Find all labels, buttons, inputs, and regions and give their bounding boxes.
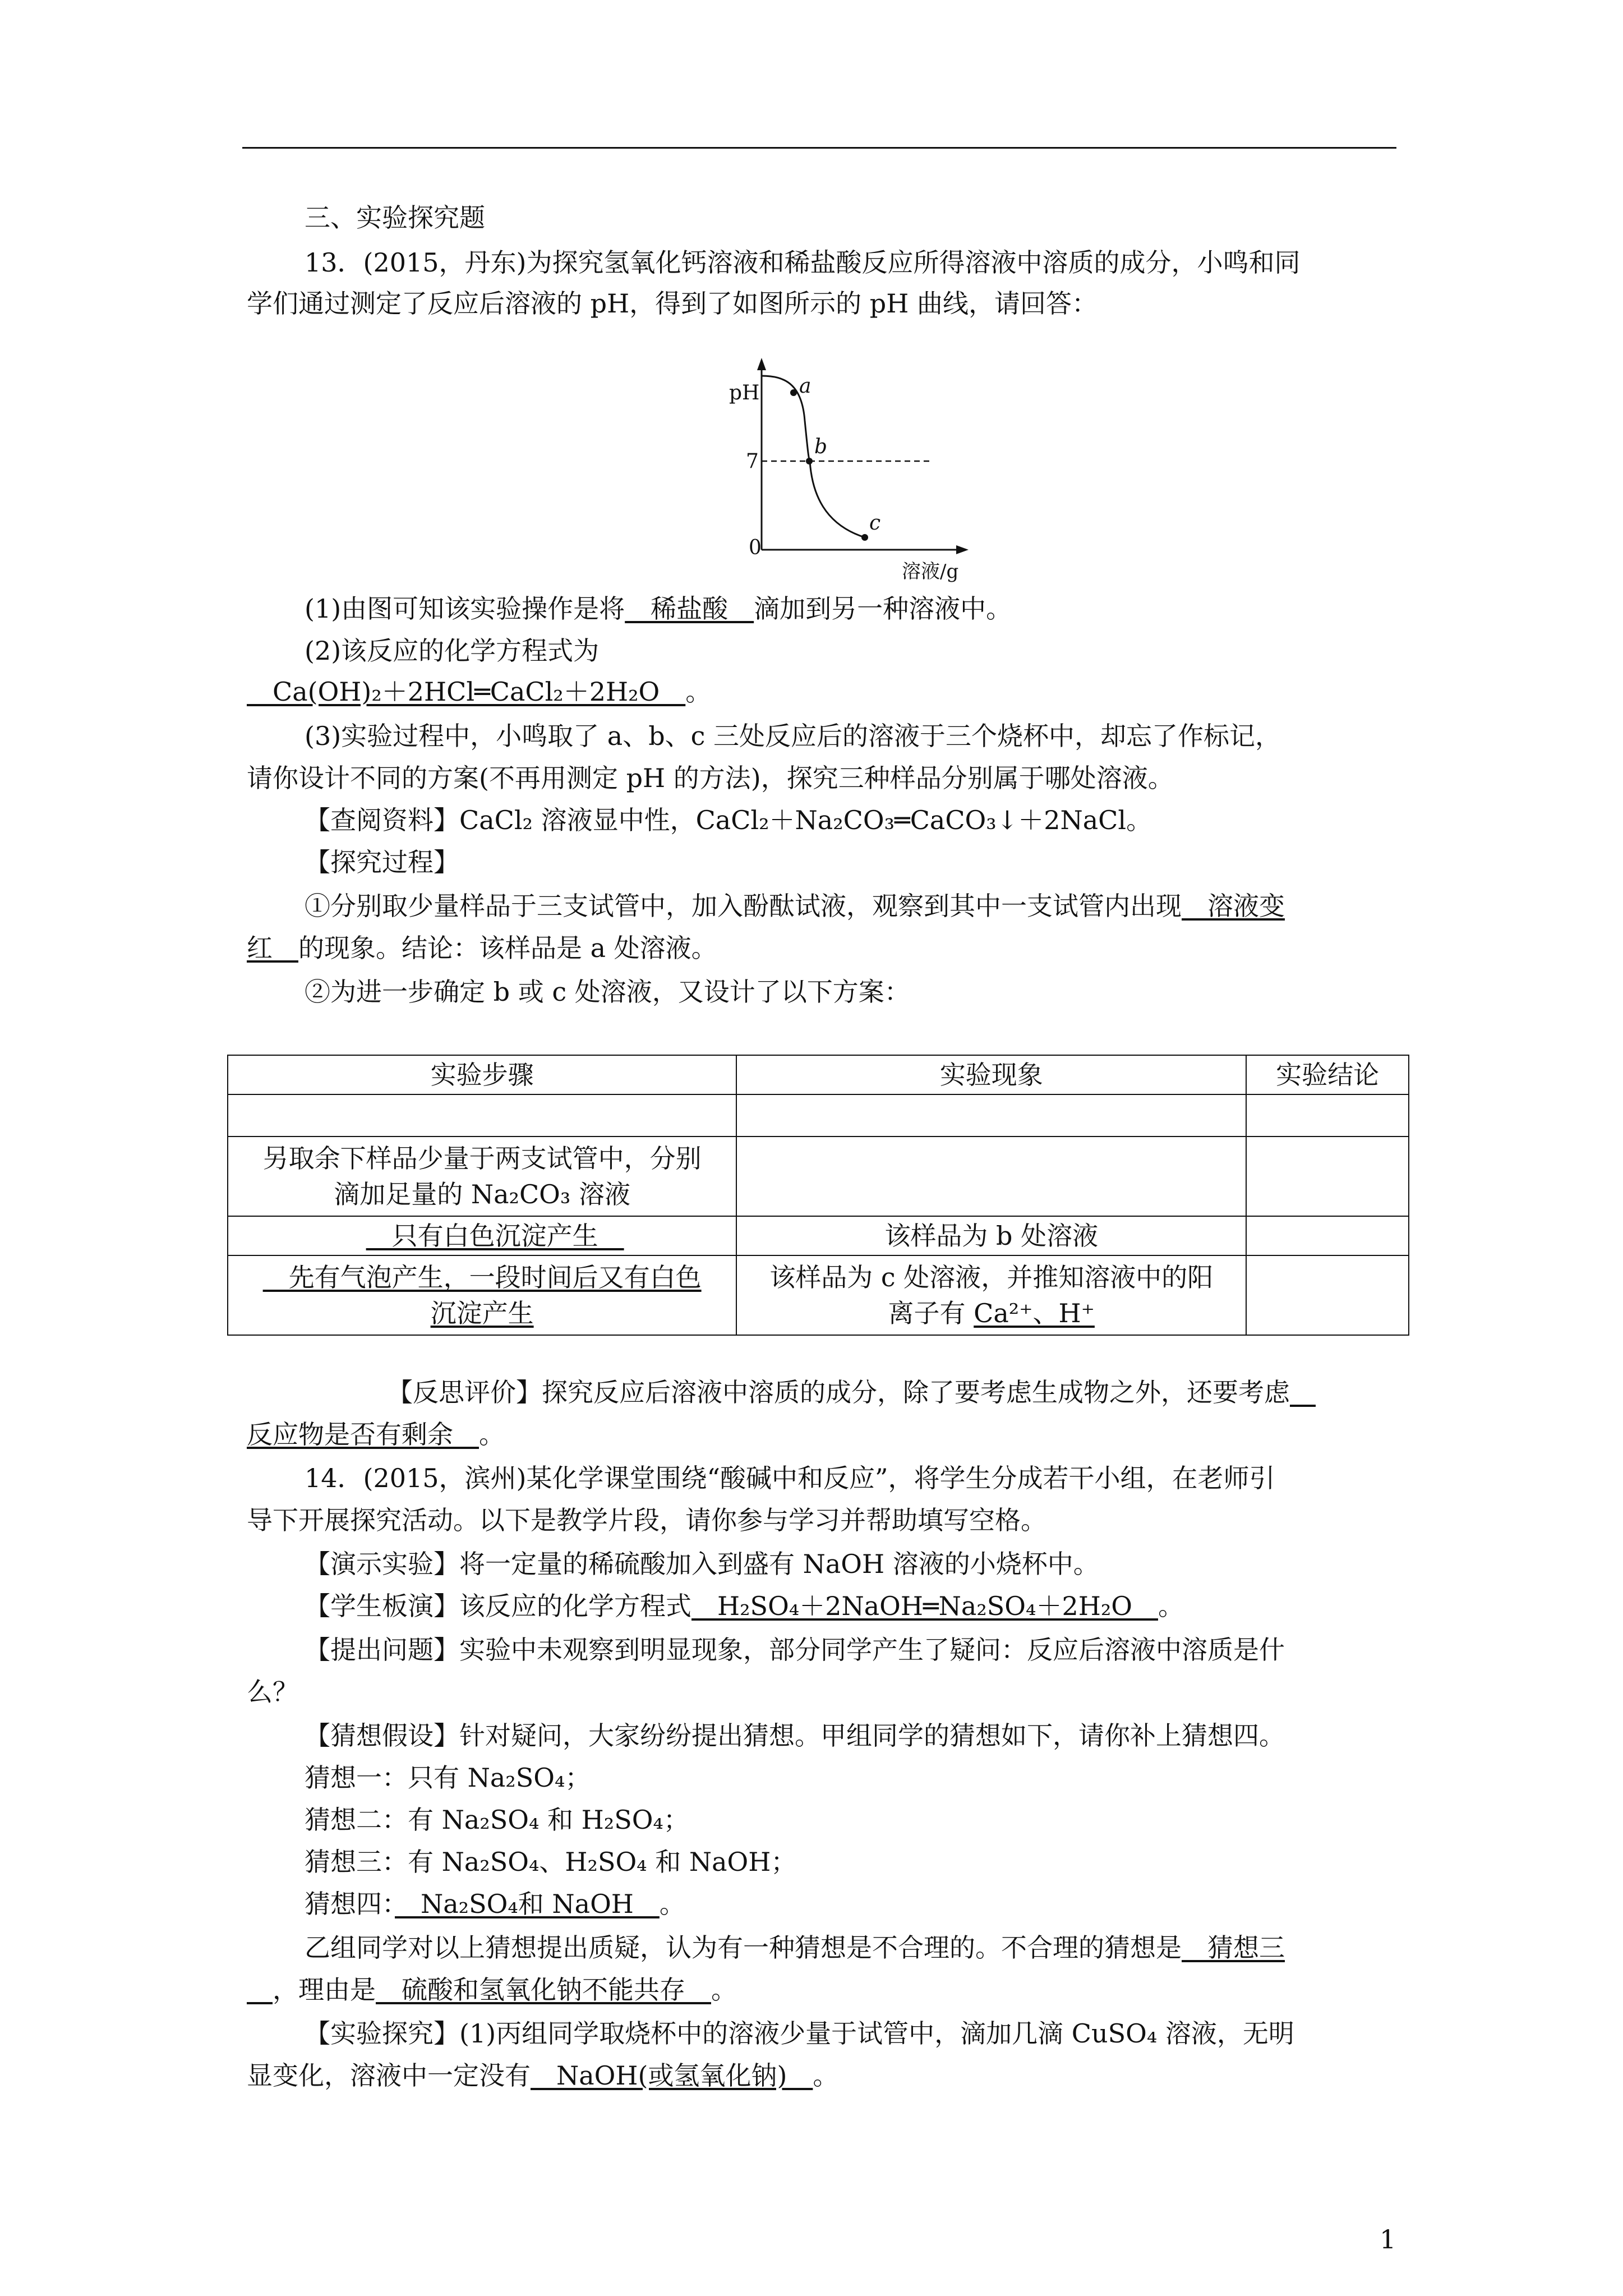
point-b bbox=[806, 458, 813, 464]
answer-blank bbox=[1290, 1377, 1316, 1407]
header-rule bbox=[242, 147, 1396, 149]
x-axis-arrow bbox=[956, 545, 969, 554]
point-a-label: a bbox=[799, 375, 811, 398]
table-cell bbox=[1246, 1137, 1409, 1216]
table-header-cell: 实验现象 bbox=[736, 1055, 1246, 1094]
table-cell bbox=[1246, 1216, 1409, 1255]
section-title: 三、实验探究题 bbox=[305, 203, 485, 233]
q13-reference: 【查阅资料】CaCl₂ 溶液显中性，CaCl₂＋Na₂CO₃═CaCO₃↓＋2NaCl。 bbox=[305, 805, 1152, 835]
point-c bbox=[861, 534, 868, 541]
table-cell: 另取余下样品少量于两支试管中，分别滴加足量的 Na₂CO₃ 溶液 bbox=[228, 1137, 736, 1216]
q14-guess-4: 猜想四： Na₂SO₄和 NaOH 。 bbox=[305, 1889, 685, 1919]
answer-blank: Ca(OH)₂＋2HCl═CaCl₂＋2H₂O bbox=[247, 677, 686, 707]
table-cell: 该样品为 c 处溶液，并推知溶液中的阳 离子有 Ca²⁺、H⁺ bbox=[736, 1255, 1246, 1335]
table-row bbox=[228, 1137, 1409, 1216]
table-header-cell: 实验结论 bbox=[1246, 1055, 1409, 1094]
experiment-table bbox=[227, 1055, 1409, 1336]
answer-blank: 反应物是否有剩余 bbox=[247, 1419, 479, 1450]
q14-question-b: 么？ bbox=[247, 1677, 298, 1707]
table-cell bbox=[228, 1216, 736, 1255]
answer-blank: 先有气泡产生，一段时间后又有白色沉淀产生 bbox=[262, 1262, 702, 1328]
origin-label: 0 bbox=[749, 536, 762, 559]
q13-step-1-a: ①分别取少量样品于三支试管中，加入酚酞试液，观察到其中一支试管内出现 溶液变 bbox=[305, 891, 1285, 921]
table-cell bbox=[1246, 1094, 1409, 1137]
q13-part-3-a: (3)实验过程中，小鸣取了 a、b、c 三处反应后的溶液于三个烧杯中，却忘了作标记， bbox=[305, 721, 1281, 751]
q13-line-1: 13．(2015，丹东)为探究氢氧化钙溶液和稀盐酸反应所得溶液中溶质的成分，小鸣和同 bbox=[305, 247, 1301, 278]
answer-blank: H₂SO₄＋2NaOH═Na₂SO₄＋2H₂O bbox=[691, 1591, 1158, 1621]
table-row bbox=[228, 1216, 1409, 1255]
answer-blank: 红 bbox=[247, 933, 298, 963]
q14-experiment-b: 显变化，溶液中一定没有 NaOH(或氢氧化钠) 。 bbox=[247, 2060, 839, 2091]
q14-objection: 乙组同学对以上猜想提出质疑，认为有一种猜想是不合理的。不合理的猜想是 猜想三 bbox=[305, 1932, 1285, 1963]
y-axis-label: pH bbox=[729, 381, 760, 404]
answer-blank: 只有白色沉淀产生 bbox=[366, 1221, 624, 1251]
answer-blank bbox=[247, 1975, 273, 2005]
q13-reflection-answer: 反应物是否有剩余 。 bbox=[247, 1419, 505, 1450]
q13-reflection: 【反思评价】探究反应后溶液中溶质的成分，除了要考虑生成物之外，还要考虑 bbox=[387, 1375, 1316, 1409]
q13-part-2-answer: Ca(OH)₂＋2HCl═CaCl₂＋2H₂O 。 bbox=[247, 677, 712, 707]
reference-tick-label: 7 bbox=[746, 450, 759, 473]
answer-blank: NaOH(或氢氧化钠) bbox=[531, 2060, 813, 2091]
answer-blank: 硫酸和氢氧化钠不能共存 bbox=[376, 1975, 711, 2005]
table-cell bbox=[228, 1094, 736, 1137]
q14-board: 【学生板演】该反应的化学方程式 H₂SO₄＋2NaOH═Na₂SO₄＋2H₂O 。 bbox=[305, 1591, 1184, 1621]
q14-hypothesis: 【猜想假设】针对疑问，大家纷纷提出猜想。甲组同学的猜想如下，请你补上猜想四。 bbox=[305, 1720, 1285, 1751]
q14-line-1: 14．(2015，滨州)某化学课堂围绕“酸碱中和反应”，将学生分成若干小组，在老师引 bbox=[305, 1463, 1275, 1493]
page-number: 1 bbox=[1380, 2224, 1396, 2254]
table-cell bbox=[1246, 1255, 1409, 1335]
answer-blank: Ca²⁺、H⁺ bbox=[974, 1298, 1095, 1328]
point-b-label: b bbox=[814, 435, 828, 458]
q14-line-2: 导下开展探究活动。以下是教学片段，请你参与学习并帮助填写空格。 bbox=[247, 1505, 1046, 1535]
table-header-cell: 实验步骤 bbox=[228, 1055, 736, 1094]
q14-demo: 【演示实验】将一定量的稀硫酸加入到盛有 NaOH 溶液的小烧杯中。 bbox=[305, 1549, 1099, 1579]
table-cell: 该样品为 b 处溶液 bbox=[736, 1216, 1246, 1255]
q13-process-heading: 【探究过程】 bbox=[305, 847, 459, 877]
answer-blank: 猜想三 bbox=[1182, 1932, 1285, 1963]
q14-question-a: 【提出问题】实验中未观察到明显现象，部分同学产生了疑问：反应后溶液中溶质是什 bbox=[305, 1635, 1285, 1665]
y-axis-arrow bbox=[757, 358, 766, 370]
q13-part-3-b: 请你设计不同的方案(不再用测定 pH 的方法)，探究三种样品分别属于哪处溶液。 bbox=[247, 763, 1174, 793]
q13-part-2: (2)该反应的化学方程式为 bbox=[305, 636, 600, 666]
q13-step-1-b: 红 的现象。结论：该样品是 a 处溶液。 bbox=[247, 933, 717, 963]
table-row bbox=[228, 1094, 1409, 1137]
q13-line-2: 学们通过测定了反应后溶液的 pH，得到了如图所示的 pH 曲线，请回答： bbox=[247, 288, 1098, 319]
ph-curve bbox=[762, 376, 865, 537]
q13-part-1: (1)由图可知该实验操作是将 稀盐酸 滴加到另一种溶液中。 bbox=[305, 593, 1012, 624]
q14-guess-1: 猜想一：只有 Na₂SO₄； bbox=[305, 1763, 591, 1793]
answer-blank: 溶液变 bbox=[1182, 891, 1285, 921]
q14-experiment-a: 【实验探究】(1)丙组同学取烧杯中的溶液少量于试管中，滴加几滴 CuSO₄ 溶液，无明 bbox=[305, 2018, 1294, 2049]
table-cell bbox=[736, 1094, 1246, 1137]
table-row bbox=[228, 1255, 1409, 1335]
table-header-row bbox=[228, 1055, 1409, 1094]
q14-objection-reason: ，理由是 硫酸和氢氧化钠不能共存 。 bbox=[247, 1973, 737, 2007]
point-a bbox=[790, 389, 797, 396]
x-axis-label: 溶液/g bbox=[902, 560, 959, 583]
point-c-label: c bbox=[869, 512, 881, 535]
table-cell bbox=[228, 1255, 736, 1335]
q14-guess-2: 猜想二：有 Na₂SO₄ 和 H₂SO₄； bbox=[305, 1805, 689, 1835]
q14-guess-3: 猜想三：有 Na₂SO₄、H₂SO₄ 和 NaOH； bbox=[305, 1847, 797, 1877]
ph-curve-chart bbox=[690, 353, 981, 583]
answer-blank: 稀盐酸 bbox=[625, 593, 754, 624]
answer-blank: Na₂SO₄和 NaOH bbox=[395, 1889, 660, 1919]
q13-step-2: ②为进一步确定 b 或 c 处溶液，又设计了以下方案： bbox=[305, 977, 910, 1007]
table-cell bbox=[736, 1137, 1246, 1216]
